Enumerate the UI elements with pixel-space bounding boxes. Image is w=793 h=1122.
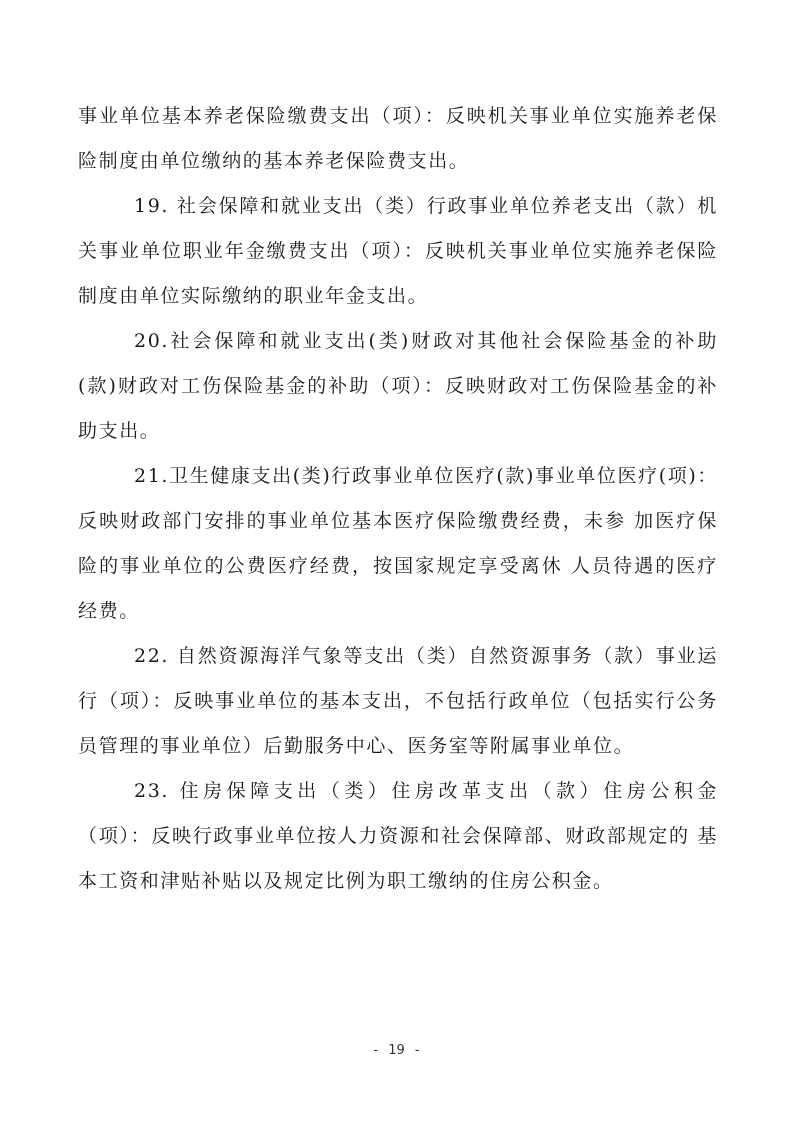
body-text: [78, 94, 718, 904]
paragraph-item-23: 23. 住房保障支出（类）住房改革支出（款）住房公积金（项）：反映行政事业单位按人力资源和社会保障部、财政部规定的 基本工资和津贴补贴以及规定比例为职工缴纳的住房公积金。: [78, 780, 718, 892]
paragraph-item-22: 22. 自然资源海洋气象等支出（类）自然资源事务（款）事业运行（项）：反映事业单位的基本支出，不包括行政单位（包括实行公务员管理的事业单位）后勤服务中心、医务室等附属事业单位。: [78, 645, 718, 757]
paragraph-item-21: 21.卫生健康支出(类)行政事业单位医疗(款)事业单位医疗(项)：反映财政部门安排的事业单位基本医疗保险缴费经费，未参 加医疗保险的事业单位的公费医疗经费，按国家规定享受离休 人员待遇的医疗经费。: [78, 465, 718, 622]
paragraph-item-20: 20.社会保障和就业支出(类)财政对其他社会保险基金的补助(款)财政对工伤保险基金的补助（项）：反映财政对工伤保险基金的补助支出。: [78, 330, 718, 442]
page-footer: [0, 1043, 793, 1058]
footer-dash-left: -: [373, 1043, 379, 1058]
page-number: 19: [388, 1043, 405, 1058]
paragraph-item-19: 19. 社会保障和就业支出（类）行政事业单位养老支出（款）机关事业单位职业年金缴费支出（项）：反映机关事业单位实施养老保险制度由单位实际缴纳的职业年金支出。: [78, 195, 718, 307]
footer-dash-right: -: [414, 1043, 420, 1058]
paragraph-continuation: 事业单位基本养老保险缴费支出（项）：反映机关事业单位实施养老保险制度由单位缴纳的基本养老保险费支出。: [78, 105, 718, 172]
